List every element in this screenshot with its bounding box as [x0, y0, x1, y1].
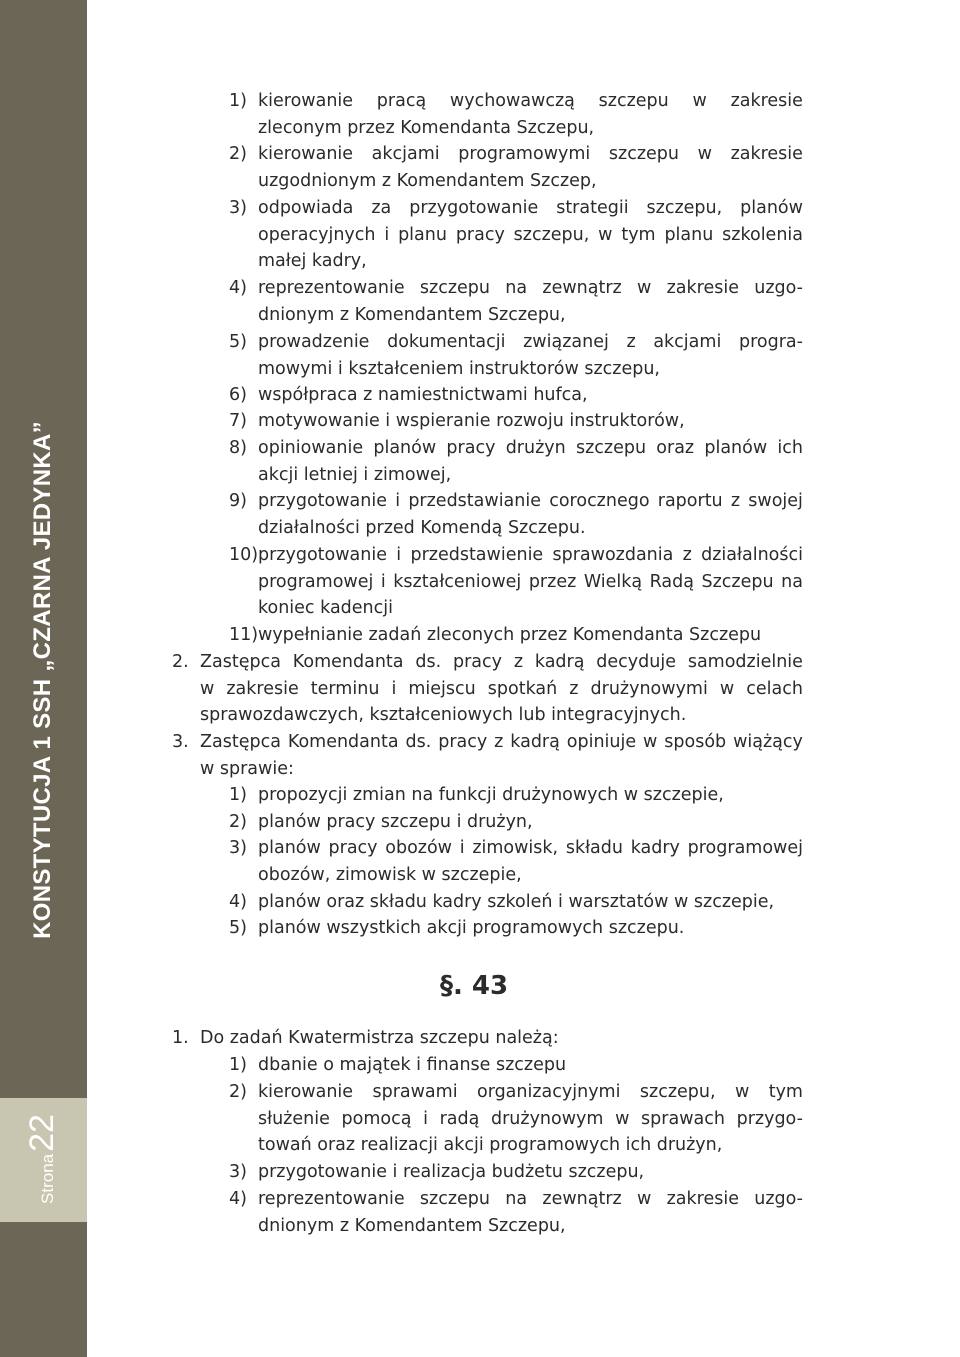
- word: reprezentowanie: [258, 278, 405, 298]
- item-label: 3): [229, 1162, 247, 1182]
- word: przedstawienie: [410, 545, 544, 565]
- word: programowej: [687, 838, 803, 858]
- word: kierowanie: [258, 144, 354, 164]
- text-line: Do zadań Kwatermistrza szczepu należą:: [200, 1028, 559, 1048]
- item-label: 2): [229, 144, 247, 164]
- word: szczepu: [575, 438, 647, 458]
- word: składu: [565, 838, 623, 858]
- text-line: [200, 649, 803, 676]
- item-label: 2): [229, 812, 247, 832]
- word: odpowiada: [258, 198, 354, 218]
- item-label: 11): [229, 625, 259, 645]
- word: sprawozdania: [552, 545, 674, 565]
- text-line: propozycji zmian na funkcji drużynowych w szczepie,: [258, 785, 724, 805]
- text-line: [258, 1186, 803, 1213]
- text-line: uzgodnionym z Komendantem Szczep,: [258, 170, 597, 191]
- word: swojej: [748, 491, 803, 511]
- word: szczepu,: [513, 224, 590, 245]
- word: organizacyjnymi: [476, 1082, 621, 1102]
- word: operacyjnych: [258, 224, 376, 245]
- text-line: [200, 729, 803, 756]
- text-line: [258, 275, 803, 302]
- word: oraz: [656, 438, 695, 458]
- word: drużyn: [505, 438, 566, 458]
- word: ich: [777, 438, 803, 458]
- word: w: [734, 1082, 750, 1102]
- word: na: [505, 1189, 528, 1209]
- word: planów: [373, 438, 437, 458]
- word: corocznego: [549, 491, 650, 511]
- text-line: małej kadry,: [258, 251, 367, 272]
- text-line: planów wszystkich akcji programowych szczepu.: [258, 918, 685, 938]
- word: raportu: [657, 491, 723, 511]
- text-line: wypełnianie zadań zleconych przez Komendanta Szczepu: [258, 625, 762, 645]
- word: związanej: [523, 332, 609, 352]
- word: pracy: [452, 652, 502, 672]
- word: sprawami: [372, 1082, 458, 1102]
- word: zakresie: [666, 278, 739, 298]
- text-line: [258, 1079, 803, 1106]
- word: samodzielnie: [687, 652, 803, 672]
- word: planu: [398, 224, 447, 245]
- text-line: obozów, zimowisk w szczepie,: [258, 864, 522, 885]
- item-label: 4): [229, 1189, 247, 1209]
- word: służenie: [258, 1108, 330, 1129]
- text-line: [200, 676, 803, 703]
- word: za: [371, 198, 392, 218]
- word: z: [513, 652, 524, 672]
- word: przez: [528, 571, 577, 592]
- section-heading: §. 43: [439, 971, 509, 1001]
- word: sprawach: [641, 1108, 725, 1129]
- word: Zastępca: [200, 652, 281, 672]
- text-line: współpraca z namiestnictwami hufca,: [258, 385, 588, 405]
- document-title: KONSTYTUCJA 1 SSH „CZARNA JEDYNKA”: [29, 421, 56, 939]
- item-label: 5): [229, 332, 247, 352]
- word: w: [598, 224, 613, 245]
- text-line: dnionym z Komendantem Szczepu,: [258, 304, 566, 325]
- text-line: [258, 88, 803, 115]
- word: w: [637, 278, 652, 298]
- word: zimowisk,: [472, 838, 559, 858]
- word: w: [200, 678, 215, 699]
- item-label: 1.: [172, 1028, 189, 1048]
- word: strategii: [556, 198, 629, 218]
- item-label: 1): [229, 785, 247, 805]
- word: dokumentacji: [387, 332, 506, 352]
- word: Komendanta: [292, 652, 404, 672]
- word: kadrą: [510, 732, 560, 752]
- word: planów: [258, 838, 321, 858]
- text-line: zleconym przez Komendanta Szczepu,: [258, 117, 595, 138]
- item-label: 10): [229, 545, 259, 565]
- word: szczepu: [419, 1189, 490, 1209]
- word: przygotowanie: [258, 545, 387, 565]
- word: pracą: [376, 91, 427, 111]
- word: na: [505, 278, 528, 298]
- word: z: [494, 732, 504, 752]
- text-line: [258, 542, 803, 569]
- text-line: działalności przed Komendą Szczepu.: [258, 517, 586, 538]
- word: działalności: [701, 545, 803, 565]
- word: szczepu: [419, 278, 490, 298]
- word: radą: [439, 1108, 480, 1129]
- word: zakresie: [226, 678, 299, 699]
- text-line: [258, 195, 803, 222]
- word: wiążący: [733, 732, 803, 752]
- word: pracy: [438, 732, 488, 752]
- word: przygotowanie: [409, 198, 539, 218]
- item-label: 3.: [172, 732, 189, 752]
- word: i: [396, 545, 402, 565]
- word: i: [391, 678, 397, 699]
- word: kierowanie: [258, 1082, 354, 1102]
- item-label: 4): [229, 278, 247, 298]
- text-line: dnionym z Komendantem Szczepu,: [258, 1215, 566, 1236]
- word: przygotowanie: [258, 491, 387, 511]
- word: opiniowanie: [258, 438, 364, 458]
- text-line: [258, 329, 803, 356]
- word: progra-: [738, 332, 803, 352]
- word: programowej: [258, 571, 374, 592]
- item-label: 1): [229, 91, 247, 111]
- item-label: 3): [229, 198, 247, 218]
- word: planu: [664, 224, 714, 245]
- text-line: [258, 1106, 803, 1133]
- item-label: 3): [229, 838, 247, 858]
- word: w: [692, 91, 707, 111]
- word: sposób: [664, 732, 727, 752]
- word: ds.: [405, 732, 432, 752]
- word: kształceniowej: [393, 571, 522, 592]
- word: akcjami: [653, 332, 722, 352]
- text-line: [258, 569, 803, 596]
- word: z: [569, 678, 579, 699]
- word: szczepu,: [639, 1082, 716, 1102]
- word: ds.: [415, 652, 442, 672]
- text-line: koniec kadencji: [258, 598, 393, 619]
- text-line: planów pracy szczepu i drużyn,: [258, 812, 533, 832]
- word: tym: [768, 1082, 803, 1102]
- word: uzgo-: [754, 1189, 803, 1209]
- item-label: 9): [229, 491, 247, 511]
- word: przedstawianie: [408, 491, 541, 511]
- word: kadry: [630, 838, 680, 858]
- text-line: towań oraz realizacji akcji programowych ich drużyn,: [258, 1135, 723, 1156]
- text-line: [258, 141, 803, 168]
- item-label: 4): [229, 892, 247, 912]
- word: i: [395, 491, 401, 511]
- word: reprezentowanie: [258, 1189, 405, 1209]
- word: szczepu: [608, 144, 679, 164]
- word: wychowawczą: [449, 91, 575, 111]
- word: i: [459, 838, 465, 858]
- word: prowadzenie: [258, 332, 370, 352]
- word: uzgo-: [754, 278, 803, 298]
- word: tym: [621, 224, 656, 245]
- page-number: 22: [23, 1114, 61, 1152]
- word: z: [682, 545, 692, 565]
- word: szczepu: [598, 91, 669, 111]
- item-label: 2.: [172, 652, 189, 672]
- word: Radą: [649, 571, 694, 592]
- text-line: [258, 222, 803, 249]
- word: programowymi: [458, 144, 591, 164]
- word: pomocą: [341, 1108, 412, 1129]
- text-line: planów oraz składu kadry szkoleń i warsztatów w szczepie,: [258, 892, 775, 912]
- word: terminu: [310, 678, 380, 699]
- text-line: mowymi i kształceniem instruktorów szczepu,: [258, 358, 660, 379]
- word: kierowanie: [258, 91, 354, 111]
- word: przygo-: [736, 1108, 803, 1129]
- word: w: [719, 678, 735, 699]
- text-line: sprawozdawczych, kształceniowych lub integracyjnych.: [200, 705, 687, 726]
- text-line: [258, 488, 803, 515]
- text-line: [258, 835, 803, 862]
- word: w: [697, 144, 712, 164]
- page-word: Strona: [38, 1153, 57, 1204]
- word: zewnątrz: [542, 278, 622, 298]
- word: opiniuje: [566, 732, 637, 752]
- item-label: 7): [229, 411, 247, 431]
- text-line: dbanie o majątek i finanse szczepu: [258, 1055, 567, 1075]
- word: obozów: [385, 838, 452, 858]
- word: Szczepu: [701, 571, 774, 592]
- item-label: 2): [229, 1082, 247, 1102]
- word: zakresie: [666, 1189, 739, 1209]
- word: z: [730, 491, 741, 511]
- word: zakresie: [730, 91, 803, 111]
- item-label: 6): [229, 385, 247, 405]
- item-label: 5): [229, 918, 247, 938]
- word: kadrą: [534, 652, 585, 672]
- word: decyduje: [596, 652, 676, 672]
- word: celach: [746, 678, 803, 699]
- word: Wielką: [583, 571, 643, 592]
- word: i: [423, 1108, 428, 1129]
- word: zakresie: [730, 144, 803, 164]
- word: drużynowym: [490, 1108, 604, 1129]
- word: Komendanta: [287, 732, 399, 752]
- word: miejscu: [408, 678, 476, 699]
- text-line: przygotowanie i realizacja budżetu szczepu,: [258, 1162, 645, 1182]
- text-line: akcji letniej i zimowej,: [258, 464, 452, 485]
- word: pracy: [455, 224, 505, 245]
- word: i: [384, 224, 390, 245]
- word: planów: [704, 438, 768, 458]
- word: zewnątrz: [542, 1189, 622, 1209]
- word: Zastępca: [200, 732, 281, 752]
- word: drużynowymi: [590, 678, 708, 699]
- word: w: [637, 1189, 652, 1209]
- word: na: [781, 571, 803, 592]
- word: pracy: [328, 838, 378, 858]
- text-line: [258, 435, 803, 462]
- word: szczepu,: [646, 198, 723, 218]
- word: w: [615, 1108, 630, 1129]
- word: akcjami: [371, 144, 440, 164]
- word: spotkań: [487, 678, 558, 699]
- word: z: [626, 332, 636, 352]
- text-line: w sprawie:: [200, 758, 294, 779]
- word: w: [643, 732, 658, 752]
- item-label: 8): [229, 438, 247, 458]
- word: planów: [740, 198, 803, 218]
- text-line: motywowanie i wspieranie rozwoju instruktorów,: [258, 411, 685, 431]
- word: szkolenia: [722, 224, 803, 245]
- item-label: 1): [229, 1055, 247, 1075]
- word: pracy: [446, 438, 496, 458]
- word: i: [380, 571, 386, 592]
